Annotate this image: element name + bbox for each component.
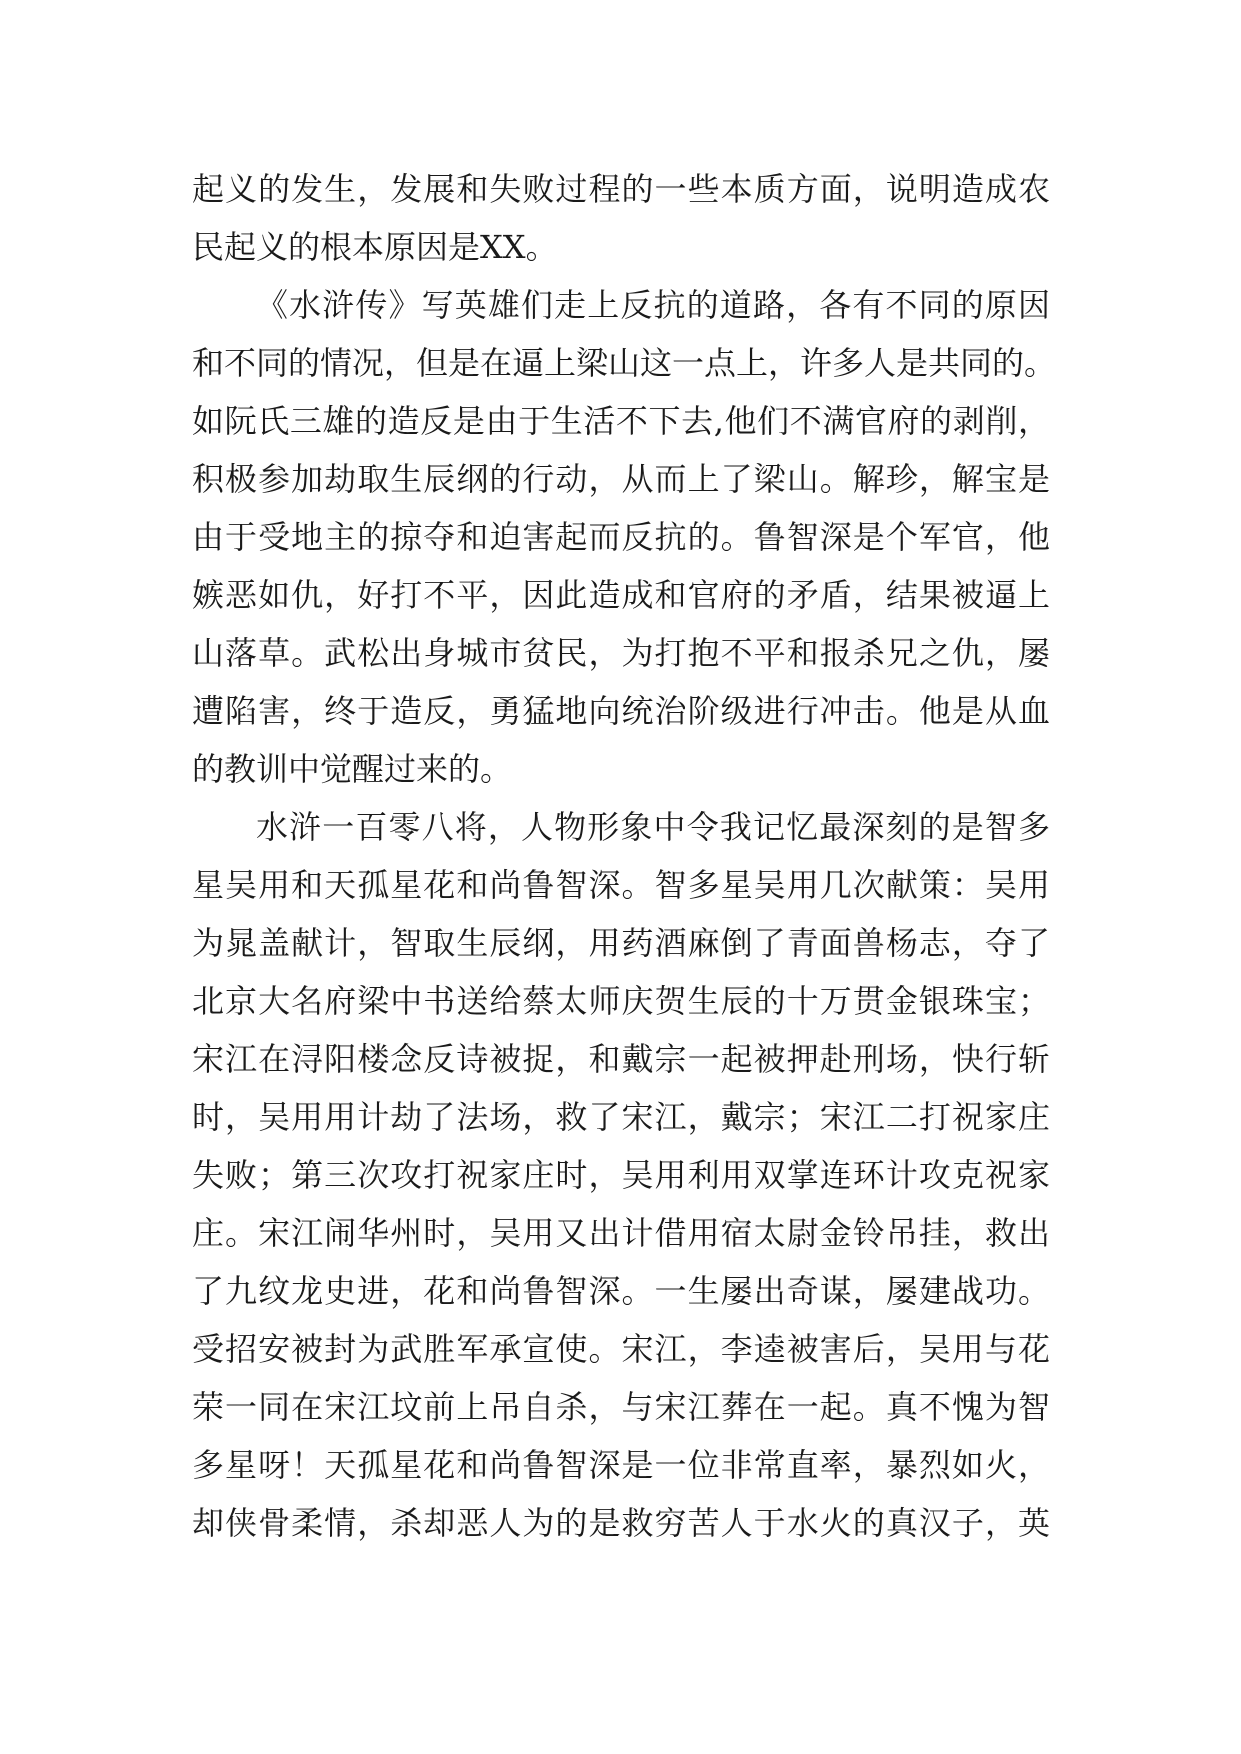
paragraph-1 bbox=[192, 160, 1050, 276]
text-line: 遭陷害，终于造反，勇猛地向统治阶级进行冲击。他是从血 bbox=[192, 692, 1050, 730]
text-line: 庄。宋江闹华州时，吴用又出计借用宿太尉金铃吊挂，救出 bbox=[192, 1214, 1050, 1252]
text-line: 积极参加劫取生辰纲的行动，从而上了梁山。解珍，解宝是 bbox=[192, 460, 1050, 498]
text-line: 荣一同在宋江坟前上吊自杀，与宋江葬在一起。真不愧为智 bbox=[192, 1388, 1050, 1426]
paragraph-3 bbox=[192, 798, 1050, 1552]
text-line: 嫉恶如仇，好打不平，因此造成和官府的矛盾，结果被逼上 bbox=[192, 576, 1050, 614]
text-line: 了九纹龙史进，花和尚鲁智深。一生屡出奇谋，屡建战功。 bbox=[192, 1272, 1050, 1310]
text-line: 水浒一百零八将，人物形象中令我记忆最深刻的是智多 bbox=[256, 808, 1050, 846]
text-line: 《水浒传》写英雄们走上反抗的道路，各有不同的原因 bbox=[256, 286, 1050, 324]
text-line: 为晁盖献计，智取生辰纲，用药酒麻倒了青面兽杨志，夺了 bbox=[192, 924, 1050, 962]
paragraph-2 bbox=[192, 276, 1057, 798]
body-text bbox=[192, 160, 1057, 1552]
text-line: 由于受地主的掠夺和迫害起而反抗的。鲁智深是个军官，他 bbox=[192, 518, 1050, 556]
text-line: 失败；第三次攻打祝家庄时，吴用利用双掌连环计攻克祝家 bbox=[192, 1156, 1050, 1194]
text-line: 山落草。武松出身城市贫民，为打抱不平和报杀兄之仇，屡 bbox=[192, 634, 1050, 672]
text-line: 起义的发生，发展和失败过程的一些本质方面，说明造成农 bbox=[192, 170, 1050, 208]
text-line: 和不同的情况，但是在逼上梁山这一点上，许多人是共同的。 bbox=[192, 344, 1057, 382]
text-line: 受招安被封为武胜军承宣使。宋江，李逵被害后，吴用与花 bbox=[192, 1330, 1050, 1368]
text-line: 时，吴用用计劫了法场，救了宋江，戴宗；宋江二打祝家庄 bbox=[192, 1098, 1050, 1136]
text-line: 多星呀！天孤星花和尚鲁智深是一位非常直率，暴烈如火， bbox=[192, 1446, 1050, 1484]
text-line: 民起义的根本原因是XX。 bbox=[192, 228, 558, 266]
text-line: 宋江在浔阳楼念反诗被捉，和戴宗一起被押赴刑场，快行斩 bbox=[192, 1040, 1050, 1078]
text-line: 却侠骨柔情，杀却恶人为的是救穷苦人于水火的真汉子，英 bbox=[192, 1504, 1050, 1542]
text-line: 星吴用和天孤星花和尚鲁智深。智多星吴用几次献策：吴用 bbox=[192, 866, 1050, 904]
text-line: 的教训中觉醒过来的。 bbox=[192, 750, 513, 788]
text-line: 如阮氏三雄的造反是由于生活不下去,他们不满官府的剥削， bbox=[192, 402, 1050, 440]
text-line: 北京大名府梁中书送给蔡太师庆贺生辰的十万贯金银珠宝； bbox=[192, 982, 1050, 1020]
